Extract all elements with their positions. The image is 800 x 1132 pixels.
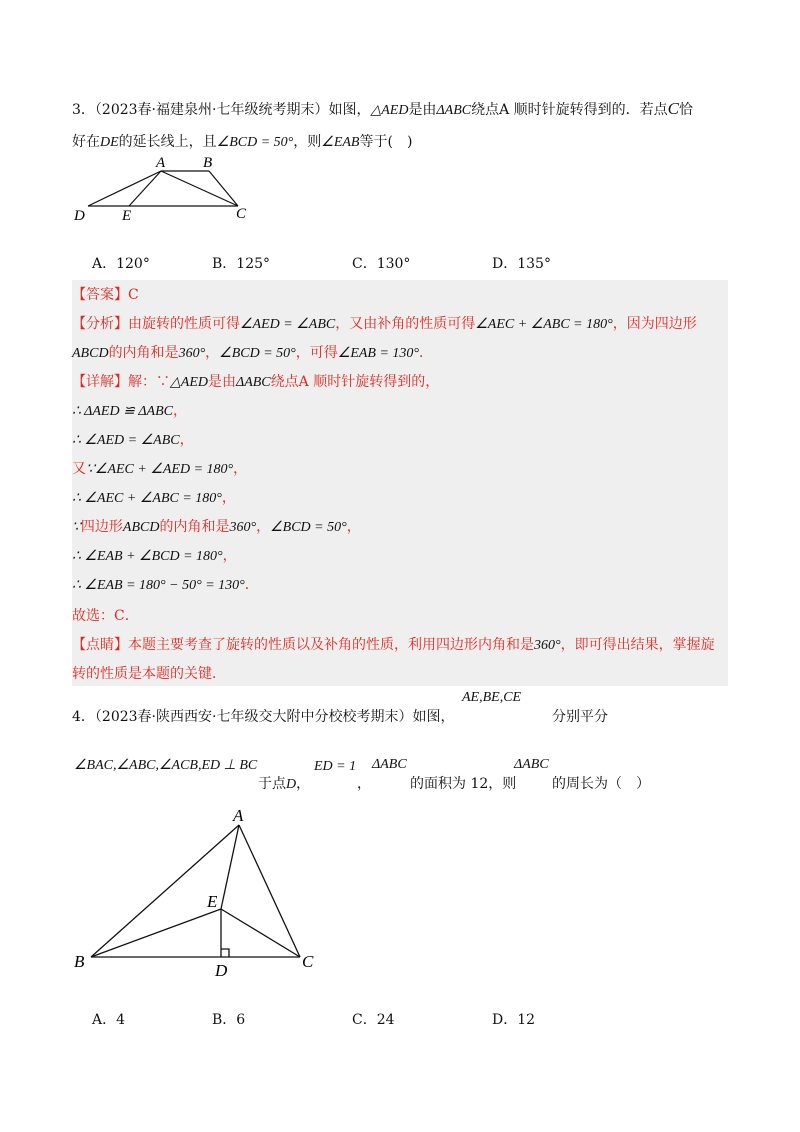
q3-segment-ac — [161, 171, 238, 206]
detail-text-1e: 绕点A 顺时针旋转得到的， — [270, 374, 440, 390]
q4-angles — [74, 757, 257, 774]
q3-segment-bc — [209, 171, 238, 206]
q4-comma: ， — [296, 776, 311, 792]
detail-line-1 — [72, 371, 439, 391]
detail-choose — [72, 605, 139, 625]
q4-label-d: D — [215, 961, 228, 980]
detail-step-8 — [72, 574, 259, 594]
solution-panel — [72, 280, 728, 686]
q3-condition: ∠BCD = 50° — [216, 135, 294, 150]
comment-tag: 【点睛】 — [72, 637, 128, 653]
analysis-math-2e: ∠BCD = 50° — [219, 346, 296, 361]
detail-math-step7: ∴ ∠EAB + ∠BCD = 180° — [72, 549, 223, 564]
detail-text-1c: 是由 — [207, 374, 236, 390]
q3-number: 3． — [72, 102, 95, 118]
detail-text-step6f: ， — [256, 519, 271, 535]
q4-bisect — [552, 706, 608, 726]
q4-line-1 — [72, 706, 454, 726]
comment-math-1b: 360° — [534, 638, 561, 653]
q3-option-b[interactable]: B．125° — [212, 256, 271, 272]
q3-options — [92, 253, 652, 273]
analysis-text-1c: ，又由补角的性质可得 — [335, 316, 476, 332]
q4-ed-eq — [314, 759, 356, 775]
q4-tri2 — [514, 757, 549, 773]
q4-foot-text: 于点 — [258, 776, 286, 792]
comment-text-1a: 本题主要考查了旋转的性质以及补角的性质，利用四边形内角和是 — [128, 637, 534, 653]
q4-area — [410, 773, 516, 793]
q3-segment-da — [88, 171, 161, 206]
detail-math-1b: △AED — [170, 375, 208, 390]
analysis-math-2a: ABCD — [72, 346, 109, 361]
detail-math-step6c: ABCD — [122, 520, 160, 535]
q4-label-a: A — [233, 806, 244, 825]
comment-line-2 — [72, 663, 226, 683]
q3-label-d: D — [74, 208, 85, 222]
q4-figure — [70, 802, 330, 992]
detail-step-7 — [72, 545, 237, 565]
q4-perim-text: 的周长为（ ） — [552, 776, 650, 792]
analysis-math-2g: ∠EAB = 130° — [337, 346, 420, 361]
q4-option-b[interactable]: B．6 — [212, 1012, 246, 1028]
q3-target: ∠EAB — [321, 135, 360, 150]
detail-text-step6b: 四边形 — [80, 519, 123, 535]
analysis-text-2f: ，可得 — [295, 345, 338, 361]
detail-math-step4: ∵∠AEC + ∠AED = 180° — [86, 462, 234, 477]
q4-option-d[interactable]: D．12 — [492, 1012, 536, 1028]
analysis-line-1 — [72, 313, 697, 333]
q3-de: DE — [100, 135, 119, 150]
q3-ext-text: 的延长线上，且 — [118, 134, 217, 150]
analysis-text-2d: ， — [205, 345, 220, 361]
q3-label-e: E — [122, 208, 132, 222]
analysis-math-2c: 360° — [178, 346, 206, 361]
q3-source: （2023春·福建泉州·七年级统考期末）如图， — [94, 102, 371, 118]
q3-hao: 好在 — [72, 134, 100, 150]
detail-step-4 — [72, 458, 247, 478]
q3-tri-abc: ΔABC — [436, 103, 472, 118]
comment-line-1 — [72, 634, 715, 654]
q4-perim — [552, 773, 650, 793]
q4-segment-ac — [239, 825, 300, 957]
detail-step-5 — [72, 487, 236, 507]
q4-segment-be — [91, 909, 221, 957]
q4-area-text: 的面积为 12，则 — [410, 776, 517, 792]
answer-line — [72, 284, 139, 304]
q3-equals: 等于( ) — [359, 134, 413, 150]
comment-text-2: 转的性质是本题的关键． — [72, 666, 226, 682]
q3-label-a: A — [156, 155, 166, 171]
q4-option-c[interactable]: C．24 — [352, 1012, 395, 1028]
q4-angles-text: ∠BAC,∠ABC,∠ACB,ED ⊥ BC — [74, 758, 258, 773]
detail-math-step6e: 360° — [229, 520, 257, 535]
q3-line-2 — [72, 131, 412, 151]
detail-math-step2: ∴ ΔAED ≌ ΔABC — [72, 404, 173, 419]
q3-line-1 — [72, 99, 693, 119]
q4-options — [92, 1009, 652, 1029]
q4-line-2-mid — [258, 773, 310, 793]
q4-point-d: D — [286, 777, 297, 792]
q4-tri1-text: ΔABC — [372, 757, 407, 772]
q4-ed-eq-text: ED = 1 — [314, 759, 357, 774]
detail-punct-step7: ， — [222, 548, 237, 564]
detail-step-3 — [72, 429, 194, 449]
analysis-tag: 【分析】 — [72, 316, 128, 332]
detail-text-step4a: 又 — [72, 461, 86, 477]
q4-number: 4． — [72, 709, 95, 725]
q4-label-c: C — [302, 952, 314, 971]
detail-text-step6h: ， — [346, 519, 361, 535]
q3-rotate-text: 绕点A 顺时针旋转得到的．若点 — [471, 102, 668, 118]
detail-math-step3: ∴ ∠AED = ∠ABC — [72, 433, 180, 448]
q3-option-d[interactable]: D．135° — [492, 256, 551, 272]
analysis-text-1e: ，因为四边形 — [612, 316, 697, 332]
q3-segment-ea — [129, 171, 161, 206]
q4-label-e: E — [207, 892, 218, 911]
detail-punct-step4: ， — [233, 461, 248, 477]
q4-bisect-text: 分别平分 — [552, 709, 608, 725]
q4-option-a[interactable]: A．4 — [92, 1012, 126, 1028]
q3-label-c: C — [236, 206, 247, 222]
detail-math-1d: ΔABC — [235, 375, 271, 390]
q4-tri1 — [372, 757, 407, 773]
detail-math-step5: ∴ ∠AEC + ∠ABC = 180° — [72, 491, 222, 506]
detail-math-step6a: ∵ — [72, 520, 81, 535]
detail-punct-step8: ． — [244, 577, 259, 593]
detail-punct-step3: ， — [179, 432, 194, 448]
analysis-text-2b: 的内角和是 — [108, 345, 179, 361]
answer-tag: 【答案】 — [72, 287, 128, 303]
detail-text-1a: 解：∵ — [128, 374, 170, 390]
detail-punct-step5: ， — [221, 490, 236, 506]
q4-comma2 — [357, 773, 371, 793]
comment-text-1c: ，即可得出结果，掌握旋 — [560, 637, 715, 653]
detail-math-step8: ∴ ∠EAB = 180° − 50° = 130° — [72, 578, 245, 593]
analysis-text-1a: 由旋转的性质可得 — [128, 316, 240, 332]
q3-figure — [70, 152, 260, 222]
q4-source: （2023春·陕西西安·七年级交大附中分校校考期末）如图， — [94, 709, 455, 725]
detail-step-6 — [72, 516, 361, 536]
q3-qia: 恰 — [679, 102, 694, 118]
analysis-text-2h: ． — [419, 345, 434, 361]
answer-value: C — [128, 287, 139, 303]
q4-comma2-text: ， — [357, 776, 371, 792]
q4-segment-ae — [221, 825, 239, 909]
q3-label-b: B — [203, 155, 213, 171]
q3-point-c: C — [667, 99, 680, 118]
detail-math-step6g: ∠BCD = 50° — [270, 520, 347, 535]
analysis-math-1b: ∠AED = ∠ABC — [240, 317, 336, 332]
q4-segment-ba — [91, 825, 239, 957]
q4-ae-be-ce-text: AE,BE,CE — [462, 690, 522, 705]
q3-text-is-by: 是由 — [408, 102, 437, 118]
analysis-math-1d: ∠AEC + ∠ABC = 180° — [475, 317, 613, 332]
q3-tri-aed: △AED — [370, 103, 409, 118]
q4-ae-be-ce — [462, 690, 521, 706]
detail-choose-text: 故选：C． — [72, 608, 139, 624]
detail-step-2 — [72, 400, 187, 420]
detail-punct-step2: ， — [172, 403, 187, 419]
detail-tag: 【详解】 — [72, 374, 128, 390]
q4-segment-ce — [221, 909, 300, 957]
q3-option-c[interactable]: C．130° — [352, 256, 411, 272]
q4-right-angle-mark — [221, 949, 229, 957]
analysis-line-2 — [72, 342, 433, 362]
q4-label-b: B — [74, 952, 85, 971]
q3-then: ，则 — [293, 134, 322, 150]
q4-tri2-text: ΔABC — [514, 757, 549, 772]
detail-text-step6d: 的内角和是 — [159, 519, 230, 535]
q3-option-a[interactable]: A．120° — [92, 256, 150, 272]
